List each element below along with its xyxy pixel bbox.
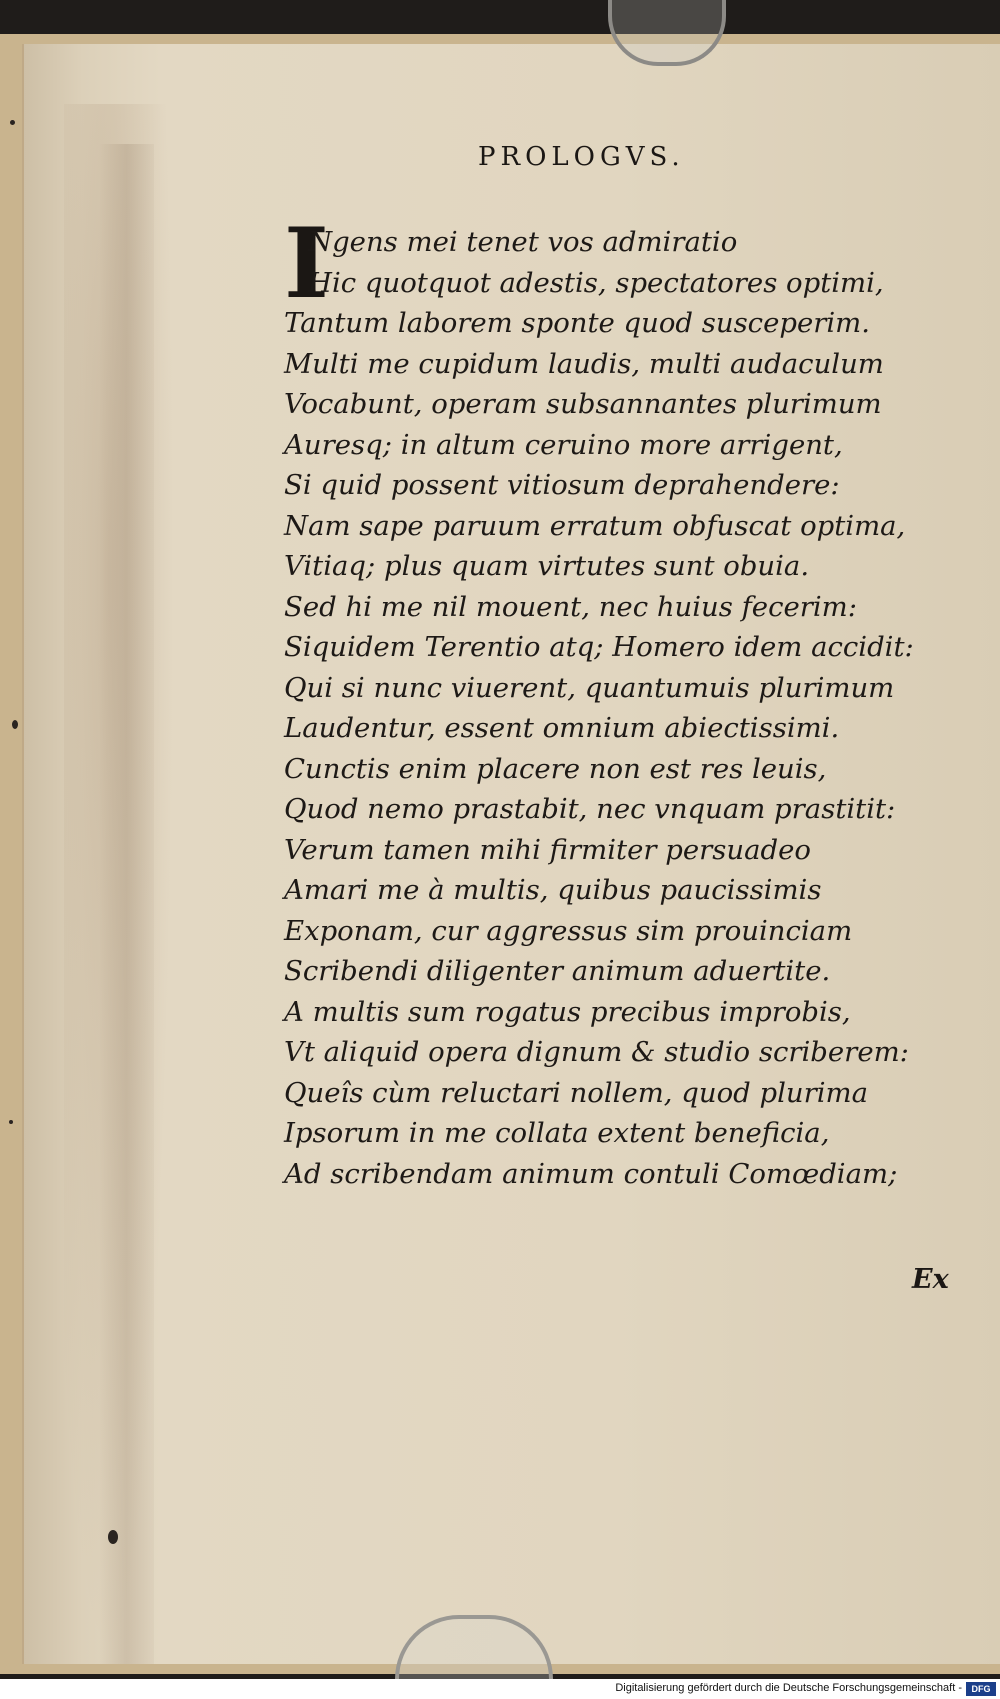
footer-credit: Digitalisierung gefördert durch die Deutsche Forschungsgemeinschaft - (615, 1682, 962, 1694)
verse-line: Queîs cùm reluctari nollem, quod plurima (284, 1076, 868, 1109)
verse-line: Quod nemo prastabit, nec vnquam prastitit: (284, 793, 896, 825)
drop-cap: I (284, 207, 329, 320)
verse-line: Ngens mei tenet vos admiratio (308, 226, 738, 258)
verse-line: Si quid possent vitiosum deprahendere: (284, 469, 840, 501)
ink-speck (108, 1530, 118, 1544)
verse-line: Amari me à multis, quibus paucissimis (284, 874, 822, 906)
verse-line: Vt aliquid opera dignum & studio scriberem: (284, 1036, 909, 1068)
verse-line: Vocabunt, operam subsannantes plurimum (284, 388, 882, 420)
footer-bar (0, 1679, 1000, 1699)
verse-line: Hic quotquot adestis, spectatores optimi, (308, 266, 884, 299)
running-head: PROLOGVS. (478, 142, 685, 172)
verse-line: A multis sum rogatus precibus improbis, (284, 995, 851, 1028)
ink-speck (10, 120, 15, 125)
verse-line: Ipsorum in me collata extent beneficia, (284, 1117, 830, 1149)
ink-speck (9, 1120, 13, 1124)
dfg-logo: DFG (966, 1682, 996, 1696)
verse-line: Laudentur, essent omnium abiectissimi. (284, 712, 840, 744)
verse-line: Ad scribendam animum contuli Comœdiam; (284, 1157, 898, 1190)
verse-line: Tantum laborem sponte quod susceperim. (284, 307, 870, 339)
page-gutter (99, 144, 154, 1664)
verse-line: Scribendi diligenter animum aduertite. (284, 955, 831, 987)
verse-line: Qui si nunc viuerent, quantumuis plurimum (284, 671, 895, 704)
verse-line: Multi me cupidum laudis, multi audaculum (284, 347, 884, 380)
verse-line: Vitiaq; plus quam virtutes sunt obuia. (284, 550, 810, 582)
verse-line: Siquidem Terentio atq; Homero idem accidit: (284, 631, 914, 663)
verse-line: Verum tamen mihi firmiter persuadeo (284, 833, 811, 866)
verse-line: Nam sape paruum erratum obfuscat optima, (284, 509, 906, 542)
verse-text (284, 222, 924, 1194)
verse-line: Sed hi me nil mouent, nec huius fecerim: (284, 590, 858, 623)
verse-line: Exponam, cur aggressus sim prouinciam (284, 914, 853, 947)
ink-speck (12, 720, 18, 729)
verse-line: Cunctis enim placere non est res leuis, (284, 752, 827, 785)
verse-line: Auresq; in altum ceruino more arrigent, (284, 428, 843, 461)
catchword: Ex (912, 1264, 949, 1295)
